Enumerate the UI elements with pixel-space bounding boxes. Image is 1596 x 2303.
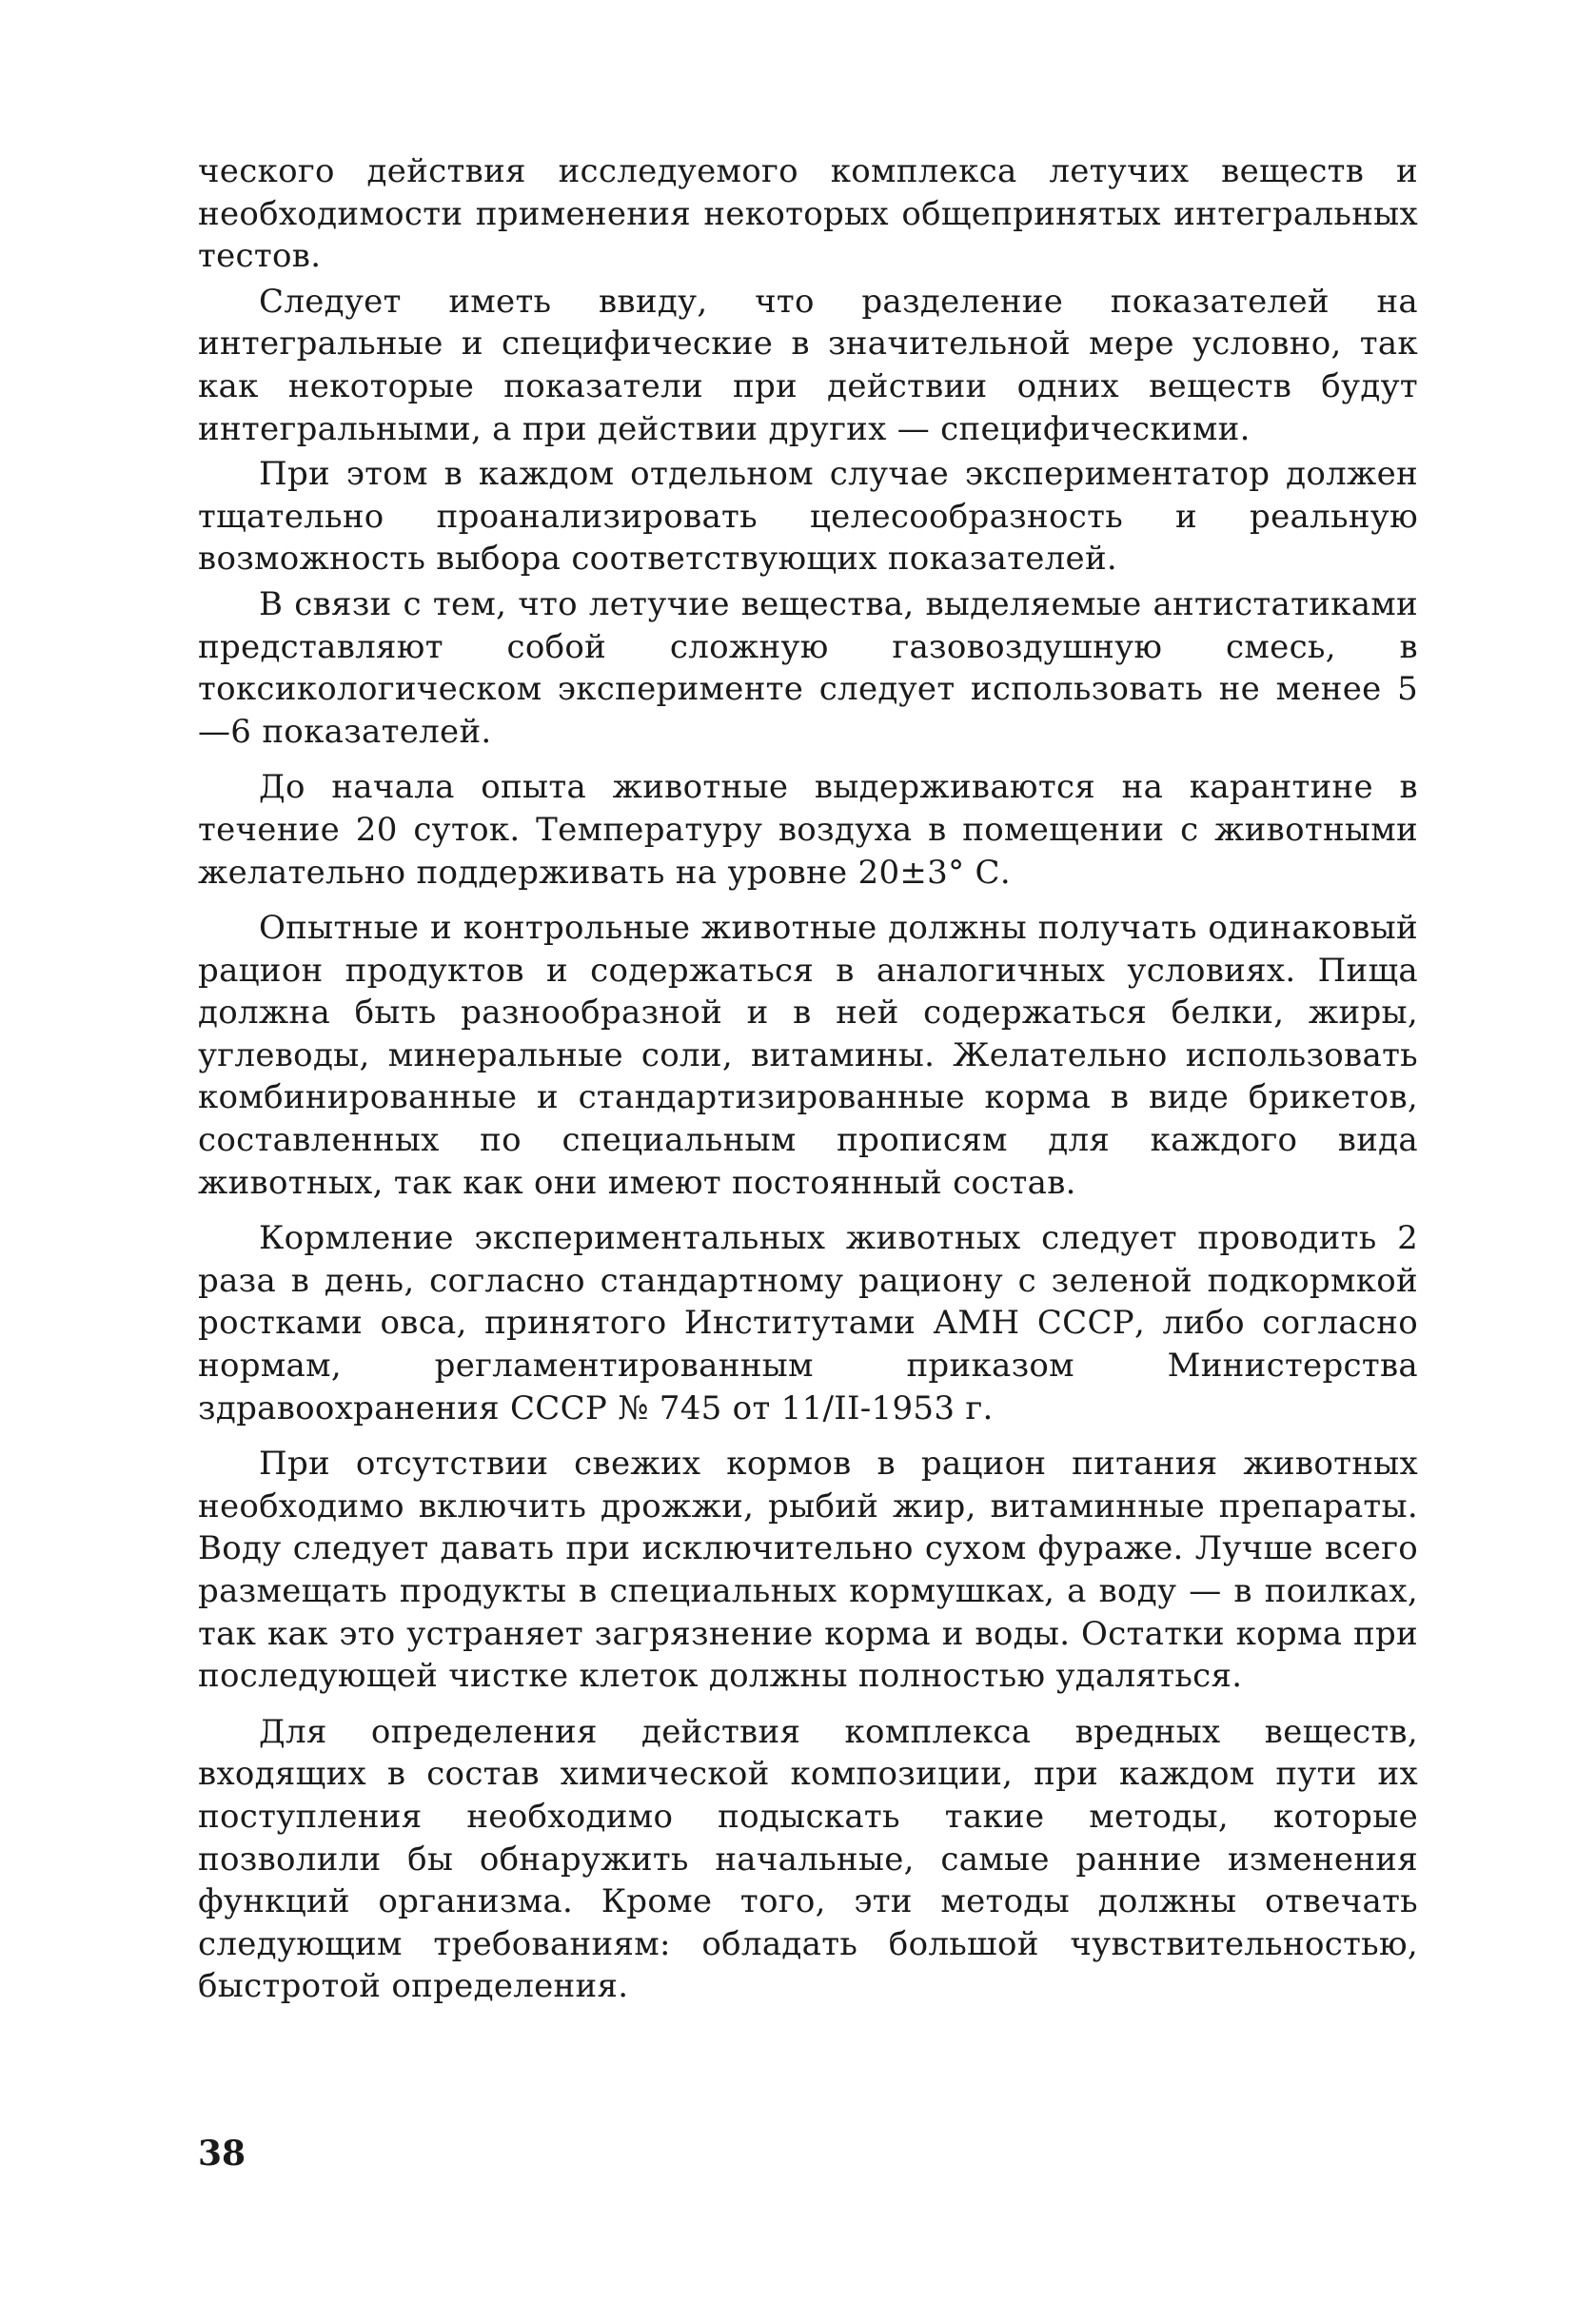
paragraph-experimenter: При этом в каждом отдельном случае экспериментатор должен тщательно проанализировать целесообразность и реальную возможность выбора соответствующих показателей. — [198, 455, 1418, 579]
paragraph-integral-specific: Следует иметь ввиду, что разделение показателей на интегральные и специфические в значительной мере условно, так как некоторые показатели при действии одних веществ будут интегральными, а при действии других — специфическими. — [198, 282, 1418, 448]
page-number: 38 — [198, 2134, 246, 2174]
paragraph-diet: Опытные и контрольные животные должны получать одинаковый рацион продуктов и содержаться в аналогичных условиях. Пища должна быть разнообразной и в ней содержаться белки, жиры, углеводы, минеральные соли, витамины. Желательно использовать комбинированные и стандартизированные корма в виде брикетов, составленных по специальным прописям для каждого вида животных, так как они имеют постоянный состав. — [198, 909, 1418, 1202]
page-body — [198, 150, 1418, 2011]
paragraph-quarantine: До начала опыта животные выдерживаются на карантине в течение 20 суток. Температуру воздуха в помещении с животными желательно поддерживать на уровне 20±3° С. — [198, 768, 1418, 892]
paragraph-feeding: Кормление экспериментальных животных следует проводить 2 раза в день, согласно стандартному рациону с зеленой подкормкой ростками овса, принятого Институтами АМН СССР, либо согласно нормам, регламентированным приказом Министерства здравоохранения СССР № 745 от 11/II-1953 г. — [198, 1219, 1418, 1427]
paragraph-continuation: ческого действия исследуемого комплекса летучих веществ и необходимости применения некоторых общепринятых интегральных тестов. — [198, 152, 1418, 276]
paragraph-fresh-feed: При отсутствии свежих кормов в рацион питания животных необходимо включить дрожжи, рыбий жир, витаминные препараты. Воду следует давать при исключительно сухом фураже. Лучше всего размещать продукты в специальных кормушках, а воду — в поилках, так как это устраняет загрязнение корма и воды. Остатки корма при последующей чистке клеток должны полностью удаляться. — [198, 1445, 1418, 1696]
paragraph-antistatics: В связи с тем, что летучие вещества, выделяемые антистатиками представляют собой сложную газовоздушную смесь, в токсикологическом эксперименте следует использовать не менее 5—6 показателей. — [198, 584, 1418, 751]
paragraph-methods: Для определения действия комплекса вредных веществ, входящих в состав химической композиции, при каждом пути их поступления необходимо подыскать такие методы, которые позволили бы обнаружить начальные, самые ранние изменения функций организма. Кроме того, эти методы должны отвечать следующим требованиям: обладать большой чувствительностью, быстротой определения. — [198, 1712, 1418, 2006]
